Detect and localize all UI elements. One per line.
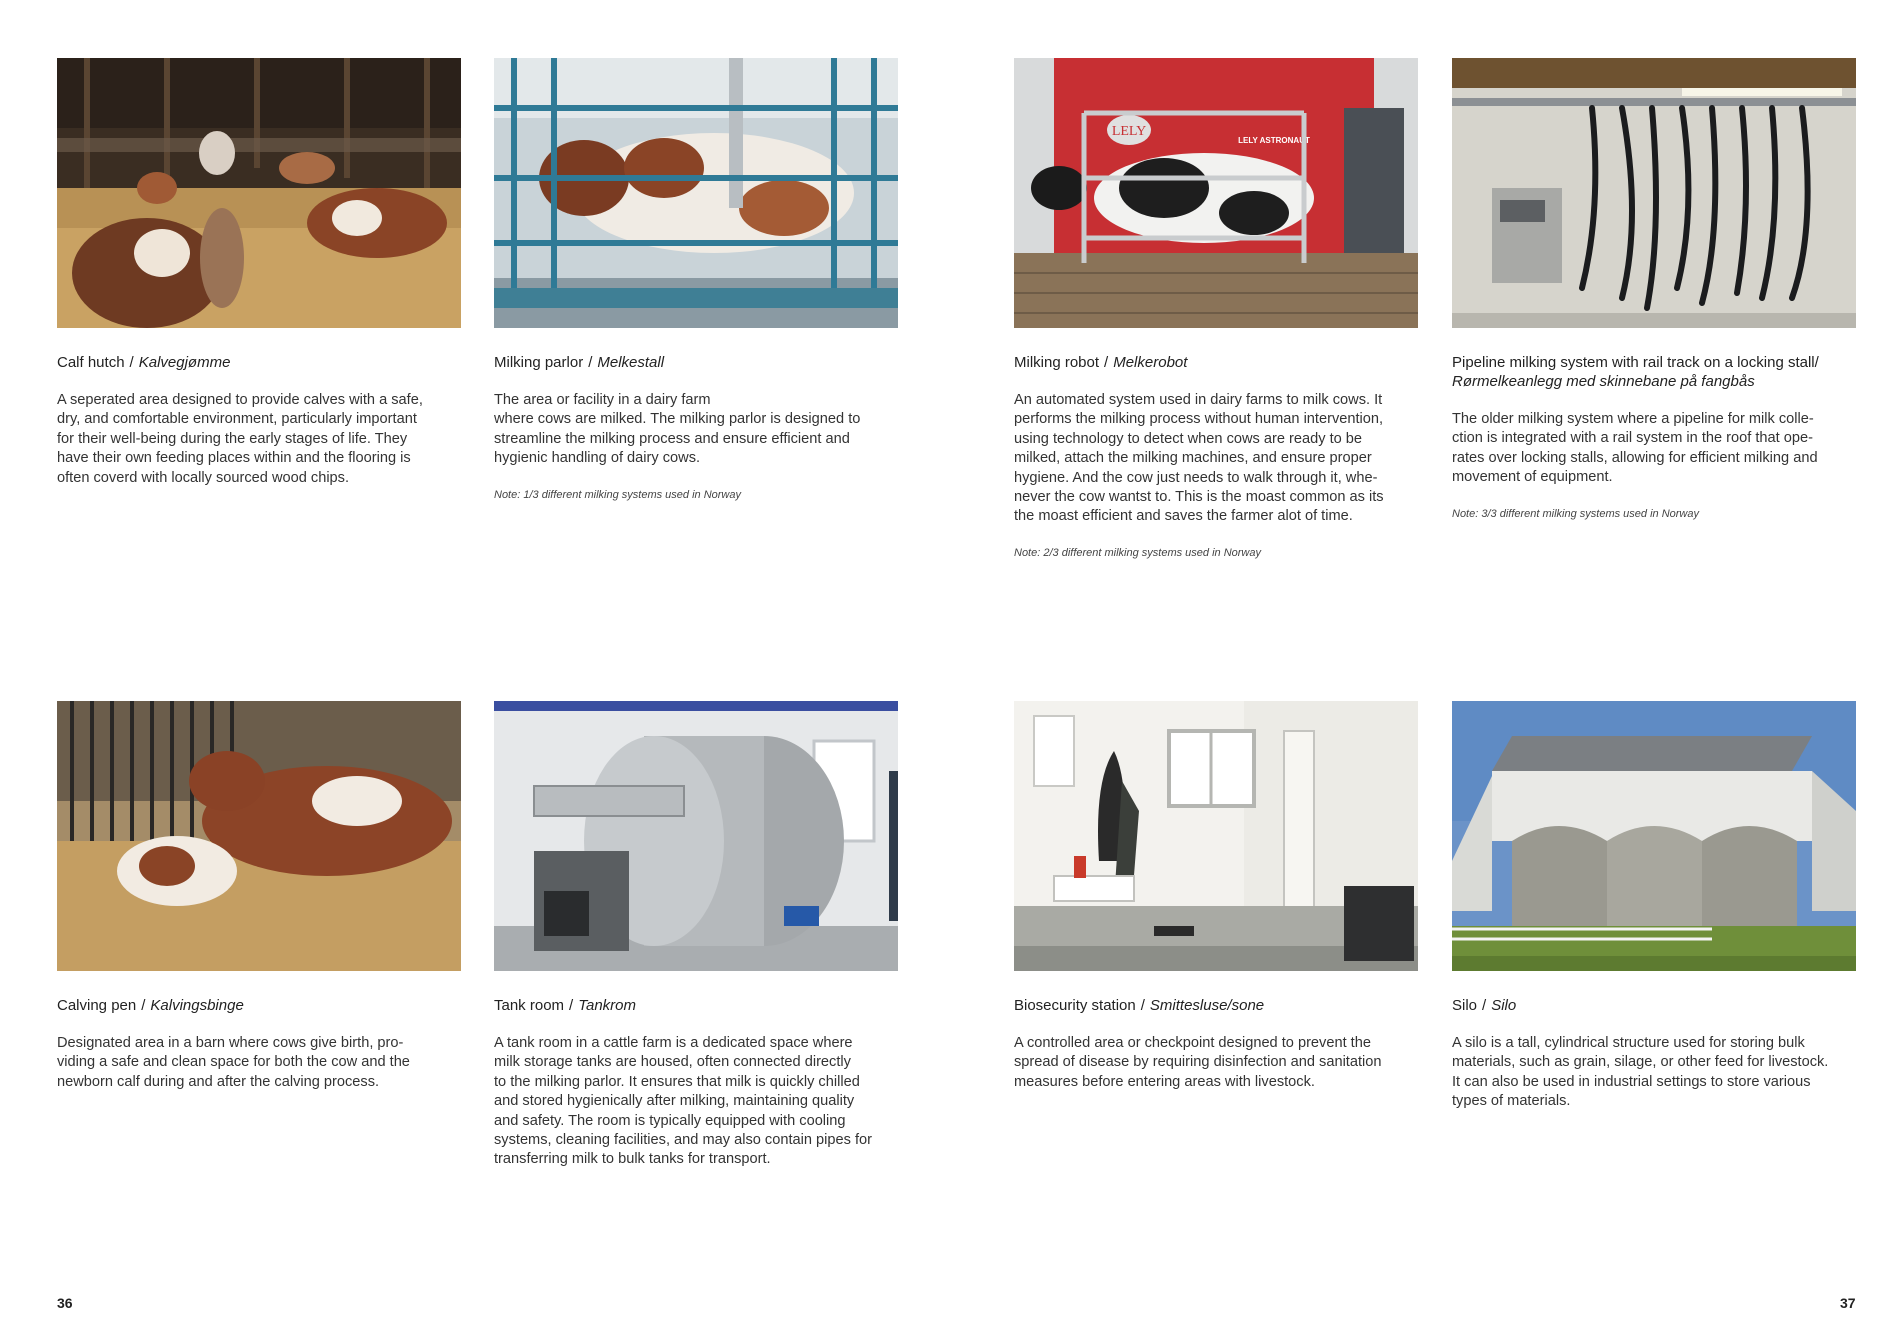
title-separator: /	[1104, 354, 1109, 371]
calf-hutch-description: A seperated area designed to provide calves with a safe, dry, and comfortable environment, particularly important for their well-being during the early stages of life. They have their own feeding places within and the flooring is often coverd with locally sourced wood chips.	[57, 392, 423, 486]
tank-room-description: A tank room in a cattle farm is a dedicated space where milk storage tanks are housed, often connected directly to the milking parlor. It ensures that milk is quickly chilled and stored hygienically after milking, maintaining quality and safety. The room is typically equipped with cooling systems, cleaning facilities, and may also contain pipes for transferring milk to bulk tanks for transport.	[494, 1035, 872, 1168]
card-calving-pen	[57, 701, 461, 1092]
silo-title	[1452, 996, 1856, 1015]
milking-parlor-title	[494, 353, 898, 372]
card-pipeline-milking	[1452, 58, 1856, 520]
biosecurity-station-image	[1014, 701, 1418, 971]
milking-robot-image	[1014, 58, 1418, 328]
card-milking-parlor	[494, 58, 898, 501]
calving-pen-title	[57, 996, 461, 1015]
title-separator: /	[588, 354, 593, 371]
robot-brand-logo: LELY	[1111, 124, 1147, 139]
silo-description: A silo is a tall, cylindrical structure used for storing bulk materials, such as grain, silage, or other feed for livestock. It can also be used in industrial settings to store various types of materials.	[1452, 1035, 1829, 1110]
title-no: Tankrom	[578, 997, 637, 1014]
milking-parlor-note: Note: 1/3 different milking systems used in Norway	[494, 488, 741, 501]
title-no: Melkestall	[597, 354, 665, 371]
title-en: Calving pen	[57, 997, 137, 1014]
milking-parlor-photo	[494, 58, 898, 328]
card-milking-robot	[1014, 58, 1418, 559]
biosecurity-station-title	[1014, 996, 1418, 1015]
card-tank-room	[494, 701, 898, 1170]
title-separator: /	[569, 997, 574, 1014]
pipeline-milking-photo	[1452, 58, 1856, 328]
calving-pen-description: Designated area in a barn where cows give birth, pro- viding a safe and clean space for both the cow and the newborn calf during and after the calving process.	[57, 1035, 410, 1090]
calf-hutch-image	[57, 58, 461, 328]
title-en: Biosecurity station	[1014, 997, 1136, 1014]
title-en: Calf hutch	[57, 354, 125, 371]
calving-pen-image	[57, 701, 461, 971]
title-no: Melkerobot	[1113, 354, 1188, 371]
milking-robot-title	[1014, 353, 1418, 372]
title-no: Smittesluse/sone	[1149, 997, 1265, 1014]
robot-model-sign: LELY ASTRONAUT	[1238, 136, 1310, 145]
title-en: Silo	[1452, 997, 1478, 1014]
card-silo	[1452, 701, 1856, 1112]
calving-pen-photo	[57, 701, 461, 971]
title-en: Milking robot	[1014, 354, 1100, 371]
pipeline-milking-image	[1452, 58, 1856, 328]
silo-photo	[1452, 701, 1856, 971]
milking-robot-description: An automated system used in dairy farms to milk cows. It performs the milking process without human intervention, using technology to detect when cows are ready to be milked, attach the milking machines, and ensure proper hygiene. And the cow just needs to walk through it, whe- never the cow wantst to. This is the moast common as its the moast efficient and saves the farmer alot of time.	[1014, 392, 1384, 525]
page-number-right: 37	[1840, 1295, 1856, 1311]
pipeline-milking-description: The older milking system where a pipeline for milk colle- ction is integrated with a rail system in the roof that ope- rates over locking stalls, allowing for efficient milking and movement of equipment.	[1452, 411, 1818, 486]
calf-hutch-photo	[57, 58, 461, 328]
title-en: Milking parlor	[494, 354, 584, 371]
milking-parlor-image	[494, 58, 898, 328]
page-number-left: 36	[57, 1295, 73, 1311]
title-separator: /	[1482, 997, 1487, 1014]
milking-robot-note: Note: 2/3 different milking systems used in Norway	[1014, 546, 1261, 559]
silo-image	[1452, 701, 1856, 971]
title-separator: /	[1140, 997, 1145, 1014]
title-no: Kalvingsbinge	[150, 997, 244, 1014]
title-separator: /	[141, 997, 146, 1014]
title-en: Pipeline milking system with rail track on a locking stall/	[1452, 354, 1819, 371]
calf-hutch-title	[57, 353, 461, 372]
biosecurity-station-description: A controlled area or checkpoint designed to prevent the spread of disease by requiring disinfection and sanitation measures before entering areas with livestock.	[1014, 1035, 1382, 1090]
milking-robot-photo	[1014, 58, 1418, 328]
title-en: Tank room	[494, 997, 565, 1014]
milking-parlor-description: The area or facility in a dairy farm where cows are milked. The milking parlor is designed to streamline the milking process and ensure efficient and hygienic handling of dairy cows.	[494, 392, 861, 467]
biosecurity-station-photo	[1014, 701, 1418, 971]
pipeline-milking-title	[1452, 353, 1856, 391]
pipeline-milking-note: Note: 3/3 different milking systems used in Norway	[1452, 507, 1699, 520]
title-no: Rørmelkeanlegg med skinnebane på fangbås	[1452, 373, 1755, 390]
tank-room-title	[494, 996, 898, 1015]
title-separator: /	[129, 354, 134, 371]
title-no: Kalvegjømme	[138, 354, 231, 371]
tank-room-photo	[494, 701, 898, 971]
card-calf-hutch	[57, 58, 461, 488]
title-no: Silo	[1491, 997, 1517, 1014]
tank-room-image	[494, 701, 898, 971]
card-biosecurity-station	[1014, 701, 1418, 1092]
